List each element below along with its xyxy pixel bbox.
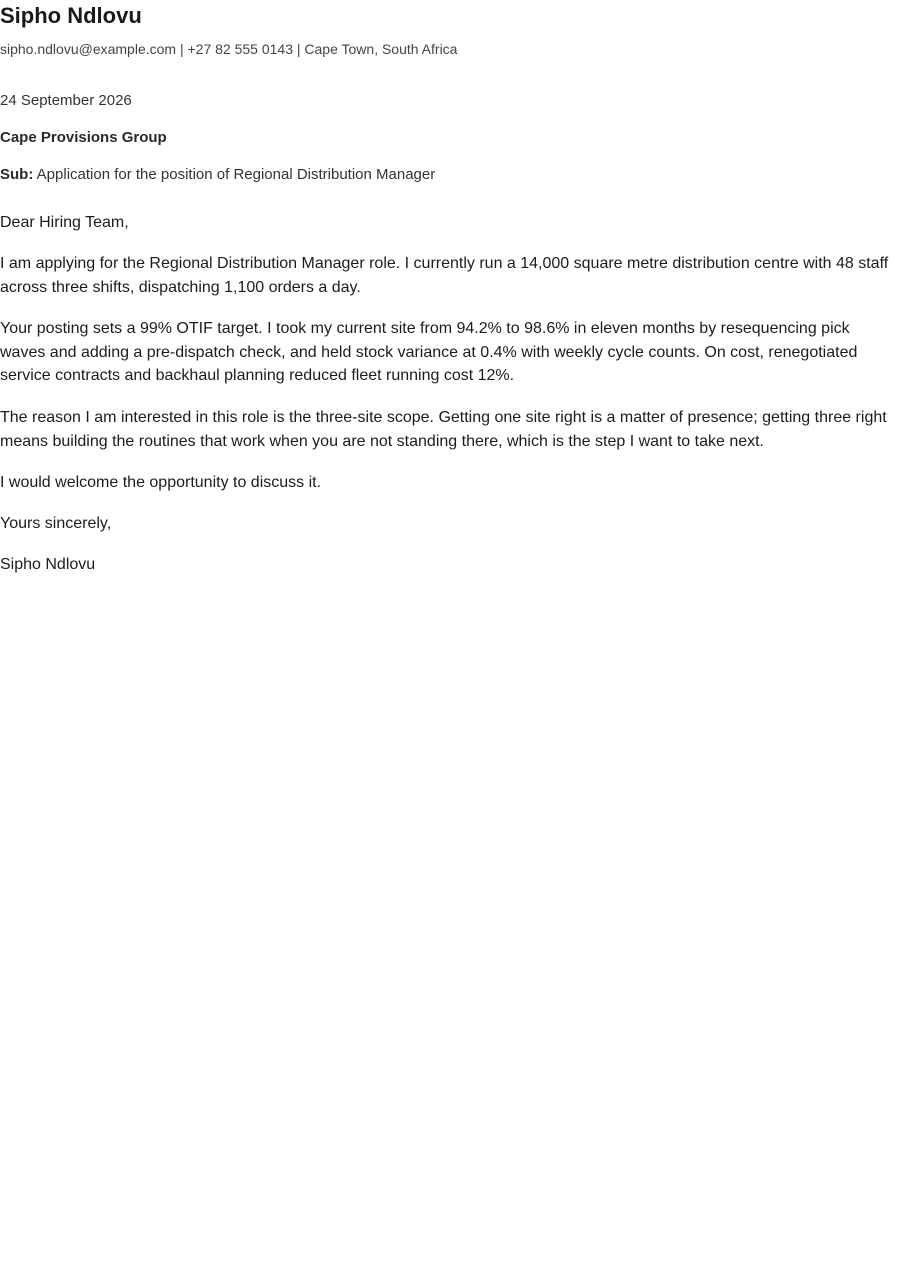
body-paragraph: The reason I am interested in this role is the three-site scope. Getting one site right is a matter of presence; getting three right means building the routines that work when you are not standing there, which is the step I want to take next.: [0, 409, 887, 450]
recipient-company: Cape Provisions Group: [0, 129, 167, 146]
subject-text: Application for the position of Regional Distribution Manager: [36, 166, 436, 183]
subject-line: [0, 166, 435, 184]
body-paragraph: Your posting sets a 99% OTIF target. I took my current site from 94.2% to 98.6% in eleven months by resequencing pick waves and adding a pre-dispatch check, and held stock variance at 0.4% with weekly cycle counts. On cost, renegotiated service contracts and backhaul planning reduced fleet running cost 12%.: [0, 320, 858, 385]
body-paragraph: I would welcome the opportunity to discuss it.: [0, 474, 322, 491]
subject-label: Sub:: [0, 166, 34, 183]
sender-contact-line: sipho.ndlovu@example.com | +27 82 555 0143 | Cape Town, South Africa: [0, 41, 458, 57]
body-paragraph: I am applying for the Regional Distribution Manager role. I currently run a 14,000 square metre distribution centre with 48 staff across three shifts, dispatching 1,100 orders a day.: [0, 255, 889, 296]
sender-name: Sipho Ndlovu: [0, 3, 142, 28]
letter-date: 24 September 2026: [0, 92, 132, 109]
closing: Yours sincerely,: [0, 515, 112, 532]
greeting: Dear Hiring Team,: [0, 214, 129, 231]
signature: Sipho Ndlovu: [0, 556, 96, 573]
